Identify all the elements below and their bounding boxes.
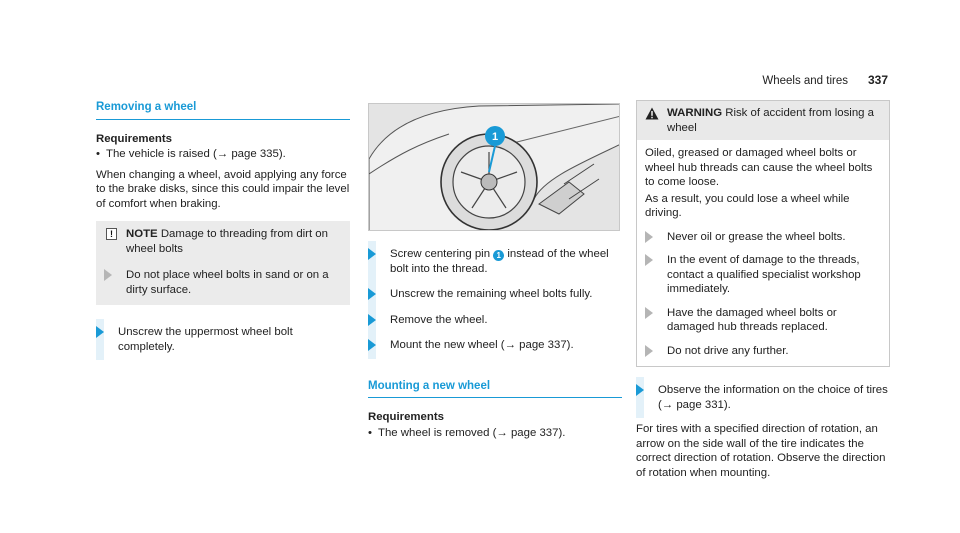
warning-step-text: Never oil or grease the wheel bolts. (667, 230, 846, 243)
requirements-heading: Requirements (368, 411, 444, 423)
note-step-text: Do not place wheel bolts in sand or on a dirty surface. (126, 269, 329, 296)
step-screw-centering-pin (368, 247, 622, 276)
section-title-removing-wheel: Removing a wheel (96, 100, 350, 120)
warning-step-text: In the event of damage to the threads, contact a qualified specialist workshop immediately. (667, 254, 861, 295)
step-remove-wheel (368, 313, 622, 328)
arrow-icon (368, 288, 384, 300)
section-title-mounting: Mounting a new wheel (368, 379, 622, 399)
note-title: Damage to threading from dirt on wheel bolts (126, 228, 328, 255)
note-label: NOTE (126, 228, 158, 240)
running-header-title: Wheels and tires (762, 75, 848, 87)
step-text-before: Screw centering pin (390, 248, 494, 260)
warning-step-text: Have the damaged wheel bolts or damaged hub threads replaced. (667, 306, 837, 333)
arrow-icon (645, 254, 661, 266)
step-text-after: instead of the wheel bolt into the thread. (390, 248, 609, 275)
warning-header (637, 101, 889, 140)
arrow-icon (368, 339, 384, 351)
arrow-icon (96, 326, 112, 338)
figure-callout: 1 (491, 131, 499, 143)
wheel-illustration (368, 103, 620, 231)
arrow-icon (645, 345, 661, 357)
warning-title: Risk of accident from losing a wheel (667, 107, 875, 134)
arrow-icon (368, 248, 384, 260)
step-unscrew-remaining (368, 287, 622, 302)
arrow-icon (368, 314, 384, 326)
warning-paragraph: As a result, you could lose a wheel while driving. (645, 192, 850, 219)
page-number: 337 (867, 73, 888, 87)
warning-step-text: Do not drive any further. (667, 344, 789, 357)
warning-body (637, 140, 889, 366)
step-unscrew-uppermost (96, 325, 350, 354)
warning-label: WARNING (667, 107, 723, 119)
warning-step (645, 253, 881, 297)
warning-box (636, 100, 890, 367)
column-warning (636, 100, 890, 480)
step-text: Unscrew the uppermost wheel bolt completely. (118, 326, 293, 353)
note-header (104, 227, 342, 256)
warning-paragraph: Oiled, greased or damaged wheel bolts or wheel hub threads can cause the wheel bolts to come loose. (645, 147, 873, 188)
step-text: Unscrew the remaining wheel bolts fully. (390, 288, 593, 300)
column-removing-wheel (96, 100, 350, 354)
wheel-with-centering-pin-illustration-icon (369, 104, 620, 231)
step-mount-new-wheel (368, 338, 622, 353)
step-text: Mount the new wheel (→ page 337). (390, 339, 574, 351)
note-box (96, 221, 350, 305)
arrow-icon (104, 269, 120, 281)
requirement-item: • The vehicle is raised (→ page 335). (96, 147, 350, 162)
step-text: Observe the information on the choice of tires (→ page 331). (658, 384, 888, 411)
column-steps (368, 103, 622, 440)
arrow-icon (645, 307, 661, 319)
warning-triangle-icon (645, 107, 659, 120)
warning-step (645, 306, 881, 335)
exclamation-icon: ! (106, 228, 117, 240)
arrow-icon (645, 231, 661, 243)
requirement-item: • The wheel is removed (→ page 337). (368, 426, 622, 441)
note-step (104, 268, 342, 297)
warning-step (645, 344, 881, 359)
callout-marker: 1 (493, 250, 504, 261)
paragraph-brake-disks: When changing a wheel, avoid applying any force to the brake disks, since this could impair the level of comfort when braking. (96, 168, 350, 210)
warning-step (645, 230, 881, 245)
step-text: Remove the wheel. (390, 313, 488, 326)
arrow-icon (636, 384, 652, 396)
paragraph-rotation: For tires with a specified direction of rotation, an arrow on the side wall of the tire indicates the correct direction of rotation. Observe the direction of rotation when mounting. (636, 423, 886, 479)
step-observe-choice (636, 383, 890, 412)
requirements-heading: Requirements (96, 132, 172, 145)
